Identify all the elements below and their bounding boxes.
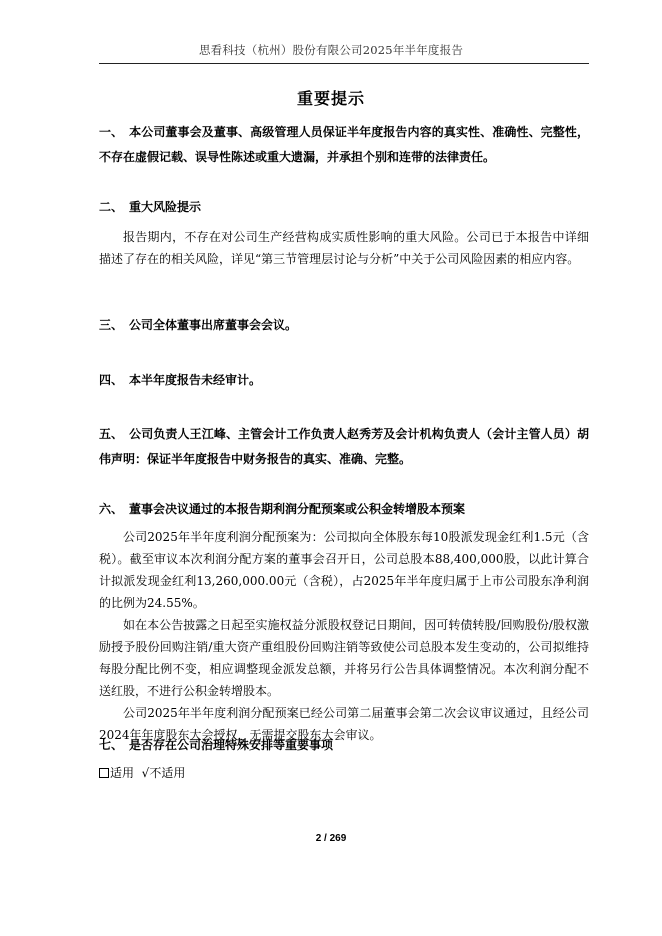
running-header: 思看科技（杭州）股份有限公司2025年半年度报告 xyxy=(198,43,464,57)
section-1-heading xyxy=(99,120,589,169)
option-applicable: 适用 xyxy=(110,765,135,780)
section-7-heading xyxy=(99,733,589,758)
section-7-number: 七、 xyxy=(99,738,124,752)
section-3 xyxy=(99,313,589,338)
section-4-heading xyxy=(99,368,589,393)
section-2-text: 重大风险提示 xyxy=(129,200,202,214)
empty-checkbox-icon xyxy=(99,768,109,778)
section-5-text: 公司负责人王江峰、主管会计工作负责人赵秀芳及会计机构负责人（会计主管人员）胡伟声明：保证半年度报告中财务报告的真实、准确、完整。 xyxy=(99,427,589,466)
section-3-number: 三、 xyxy=(99,318,124,332)
section-6-paragraph-2: 如在本公告披露之日起至实施权益分派股权登记日期间，因可转债转股/回购股份/股权激励授予股份回购注销/重大资产重组股份回购注销等致使公司总股本发生变动的，公司拟维持每股分配比例不变，相应调整现金派发总额，并将另行公告具体调整情况。本次利润分配不送红股，不进行公积金转增股本。 xyxy=(99,617,589,698)
section-1-number: 一、 xyxy=(99,125,124,139)
section-4-text: 本半年度报告未经审计。 xyxy=(129,373,262,387)
section-1 xyxy=(99,120,589,169)
section-2-number: 二、 xyxy=(99,200,124,214)
section-6-text: 董事会决议通过的本报告期利润分配预案或公积金转增股本预案 xyxy=(129,502,466,516)
section-5-heading xyxy=(99,422,589,471)
section-2 xyxy=(99,195,589,270)
section-7 xyxy=(99,733,589,785)
page-title: 重要提示 xyxy=(296,89,365,108)
section-4 xyxy=(99,368,589,393)
check-mark-icon: √ xyxy=(141,765,150,780)
page-number: 2 / 269 xyxy=(315,833,347,844)
section-6 xyxy=(99,497,589,746)
header-rule xyxy=(99,63,589,64)
section-6-heading xyxy=(99,497,589,522)
section-2-heading xyxy=(99,195,589,220)
option-not-applicable: 不适用 xyxy=(149,765,186,780)
section-1-text: 本公司董事会及董事、高级管理人员保证半年度报告内容的真实性、准确性、完整性，不存在虚假记载、误导性陈述或重大遗漏，并承担个别和连带的法律责任。 xyxy=(99,125,589,164)
section-5 xyxy=(99,422,589,471)
section-3-heading xyxy=(99,313,589,338)
section-5-number: 五、 xyxy=(99,427,124,441)
section-6-paragraph-3: 公司2025年半年度利润分配预案已经公司第二届董事会第二次会议审议通过，且经公司2024年年度股东大会授权，无需提交股东大会审议。 xyxy=(99,705,589,742)
section-2-paragraph-1: 报告期内，不存在对公司生产经营构成实质性影响的重大风险。公司已于本报告中详细描述了存在的相关风险，详见“第三节管理层讨论与分析”中关于公司风险因素的相应内容。 xyxy=(99,229,589,266)
section-7-options xyxy=(99,761,589,786)
section-4-number: 四、 xyxy=(99,373,124,387)
section-3-text: 公司全体董事出席董事会会议。 xyxy=(129,318,298,332)
section-7-text: 是否存在公司治理特殊安排等重要事项 xyxy=(129,738,334,752)
section-6-paragraph-1: 公司2025年半年度利润分配预案为：公司拟向全体股东每10股派发现金红利1.5元（含税）。截至审议本次利润分配方案的董事会召开日，公司总股本88,400,000股，以此计算合计拟派发现金红利13,260,000.00元（含税），占2025年半年度归属于上市公司股东净利润的比例为24.55%。 xyxy=(99,529,589,610)
section-6-number: 六、 xyxy=(99,502,124,516)
